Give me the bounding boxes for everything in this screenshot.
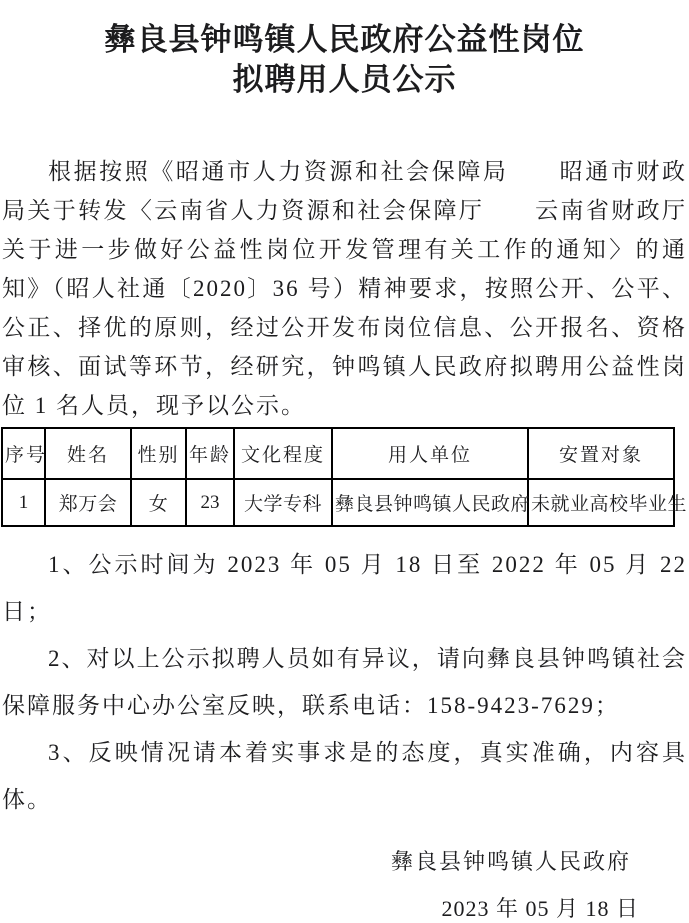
col-header-serial: 序号 [2,428,45,479]
col-header-education: 文化程度 [234,428,332,479]
signature-date: 2023 年 05 月 18 日 [441,896,639,921]
cell-serial: 1 [2,479,45,526]
table-header-row [2,428,674,479]
cell-employer: 彝良县钟鸣镇人民政府 [332,479,528,526]
page-title [8,20,681,100]
table-row [2,479,674,526]
page-title-line-2: 拟聘用人员公示 [232,62,457,97]
col-header-gender: 性别 [131,428,186,479]
col-header-placement-target: 安置对象 [528,428,674,479]
note-feedback-requirement: 3、反映情况请本着实事求是的态度，真实准确，内容具体。 [2,740,687,812]
intro-paragraph: 根据按照《昭通市人力资源和社会保障局 昭通市财政局关于转发〈云南省人力资源和社会保障厅 云南省财政厅关于进一步做好公益性岗位开发管理有关工作的通知〉的通知》（昭人社通〔2020〕36 号）精神要求，按照公开、公平、公正、择优的原则，经过公开发布岗位信息、公开报名、资格审核、面试等环节，经研究，钟鸣镇人民政府拟聘用公益性岗位 1 名人员，现予以公示。 [2,159,687,418]
col-header-employer: 用人单位 [332,428,528,479]
page-title-line-1: 彝良县钟鸣镇人民政府公益性岗位 [104,22,585,57]
col-header-age: 年龄 [186,428,234,479]
cell-age: 23 [186,479,234,526]
note-objection-contact: 2、对以上公示拟聘人员如有异议，请向彝良县钟鸣镇社会保障服务中心办公室反映，联系电话：158-9423-7629； [2,646,687,718]
signature-organization: 彝良县钟鸣镇人民政府 [390,849,631,874]
cell-placement-target: 未就业高校毕业生 [528,479,674,526]
notes-section [0,541,689,823]
cell-gender: 女 [131,479,186,526]
cell-name: 郑万会 [45,479,131,526]
note-publicity-period: 1、公示时间为 2023 年 05 月 18 日至 2022 年 05 月 22 日； [2,552,687,624]
candidate-table [1,427,688,527]
cell-education: 大学专科 [234,479,332,526]
col-header-name: 姓名 [45,428,131,479]
